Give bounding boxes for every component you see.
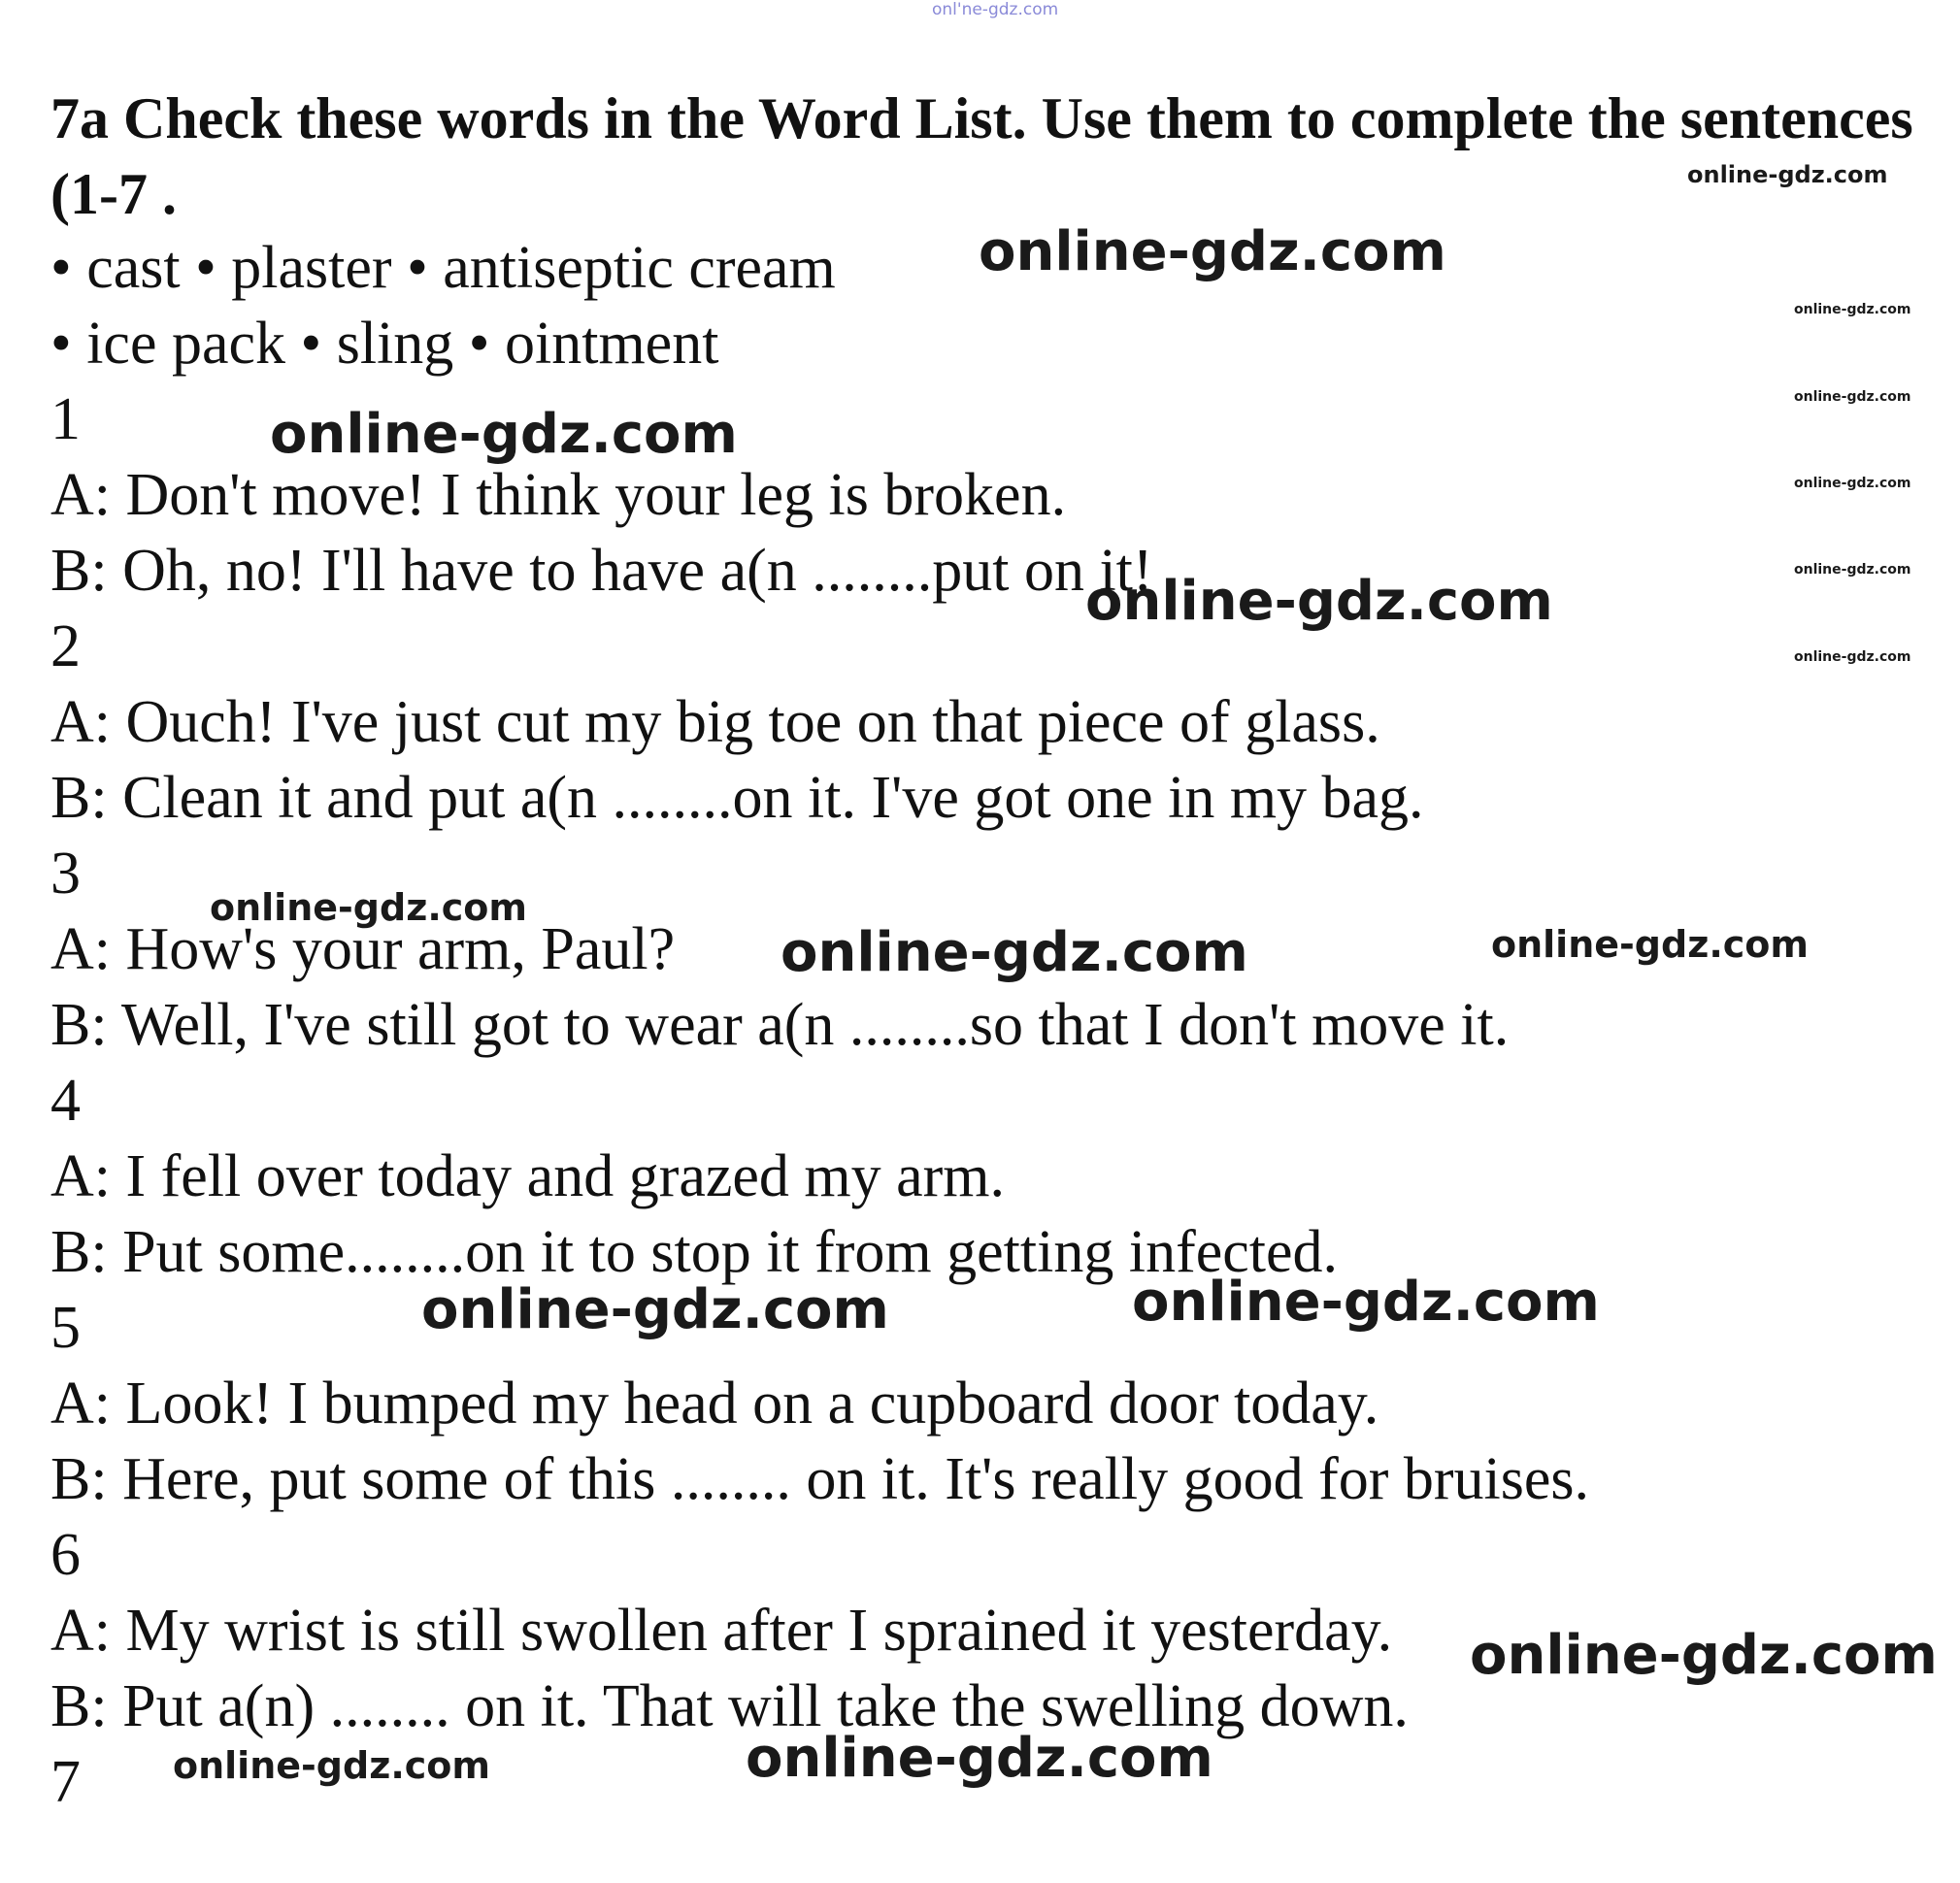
item-line-a: A: Look! I bumped my head on a cupboard door today. xyxy=(50,1371,1379,1437)
item-line-b: B: Well, I've still got to wear a(n ........so that I don't move it. xyxy=(50,992,1510,1058)
word-list-line2: • ice pack • sling • ointment xyxy=(50,311,719,377)
watermark: online-gdz.com xyxy=(781,921,1248,984)
watermark: online-gdz.com xyxy=(173,1744,490,1787)
watermark: online-gdz.com xyxy=(1794,389,1911,405)
watermark: online-gdz.com xyxy=(1794,302,1911,317)
item-line-a: A: My wrist is still swollen after I sprained it yesterday. xyxy=(50,1598,1393,1664)
item-line-b: B: Clean it and put a(n ........on it. I've got one in my bag. xyxy=(50,765,1424,831)
item-number: 2 xyxy=(50,613,81,679)
watermark: online-gdz.com xyxy=(1470,1624,1938,1687)
exercise-heading-line1: 7a Check these words in the Word List. Use them to complete the sentences xyxy=(50,86,1913,150)
item-number: 6 xyxy=(50,1522,81,1588)
watermark: online-gdz.com xyxy=(421,1278,889,1341)
item-line-b: B: Put a(n) ........ on it. That will take the swelling down. xyxy=(50,1673,1409,1739)
watermark: online-gdz.com xyxy=(979,220,1446,283)
watermark: online-gdz.com xyxy=(1085,570,1553,633)
item-number: 4 xyxy=(50,1068,81,1134)
exercise-heading-line2: (1-7 . xyxy=(50,162,177,226)
word-list-line1: • cast • plaster • antiseptic cream xyxy=(50,235,836,301)
watermark: online-gdz.com xyxy=(746,1727,1213,1790)
item-number: 3 xyxy=(50,841,81,907)
item-line-b: B: Put some........on it to stop it from getting infected. xyxy=(50,1219,1339,1285)
watermark: online-gdz.com xyxy=(1794,562,1911,578)
item-line-a: A: How's your arm, Paul? xyxy=(50,916,676,982)
watermark: online-gdz.com xyxy=(1794,476,1911,491)
item-number: 7 xyxy=(50,1749,81,1815)
watermark: online-gdz.com xyxy=(1687,161,1888,188)
watermark: online-gdz.com xyxy=(270,403,738,466)
item-line-a: A: Don't move! I think your leg is broken. xyxy=(50,462,1067,528)
watermark-top: onl'ne-gdz.com xyxy=(932,0,1059,19)
item-line-a: A: I fell over today and grazed my arm. xyxy=(50,1143,1006,1209)
item-line-b: B: Oh, no! I'll have to have a(n ........put on it! xyxy=(50,538,1153,604)
item-number: 5 xyxy=(50,1295,81,1361)
item-line-b: B: Here, put some of this ........ on it. It's really good for bruises. xyxy=(50,1446,1590,1512)
watermark: online-gdz.com xyxy=(210,886,527,929)
item-line-a: A: Ouch! I've just cut my big toe on that piece of glass. xyxy=(50,689,1380,755)
watermark: online-gdz.com xyxy=(1794,649,1911,665)
item-number: 1 xyxy=(50,386,81,452)
watermark: online-gdz.com xyxy=(1132,1271,1600,1334)
watermark: online-gdz.com xyxy=(1491,923,1809,966)
